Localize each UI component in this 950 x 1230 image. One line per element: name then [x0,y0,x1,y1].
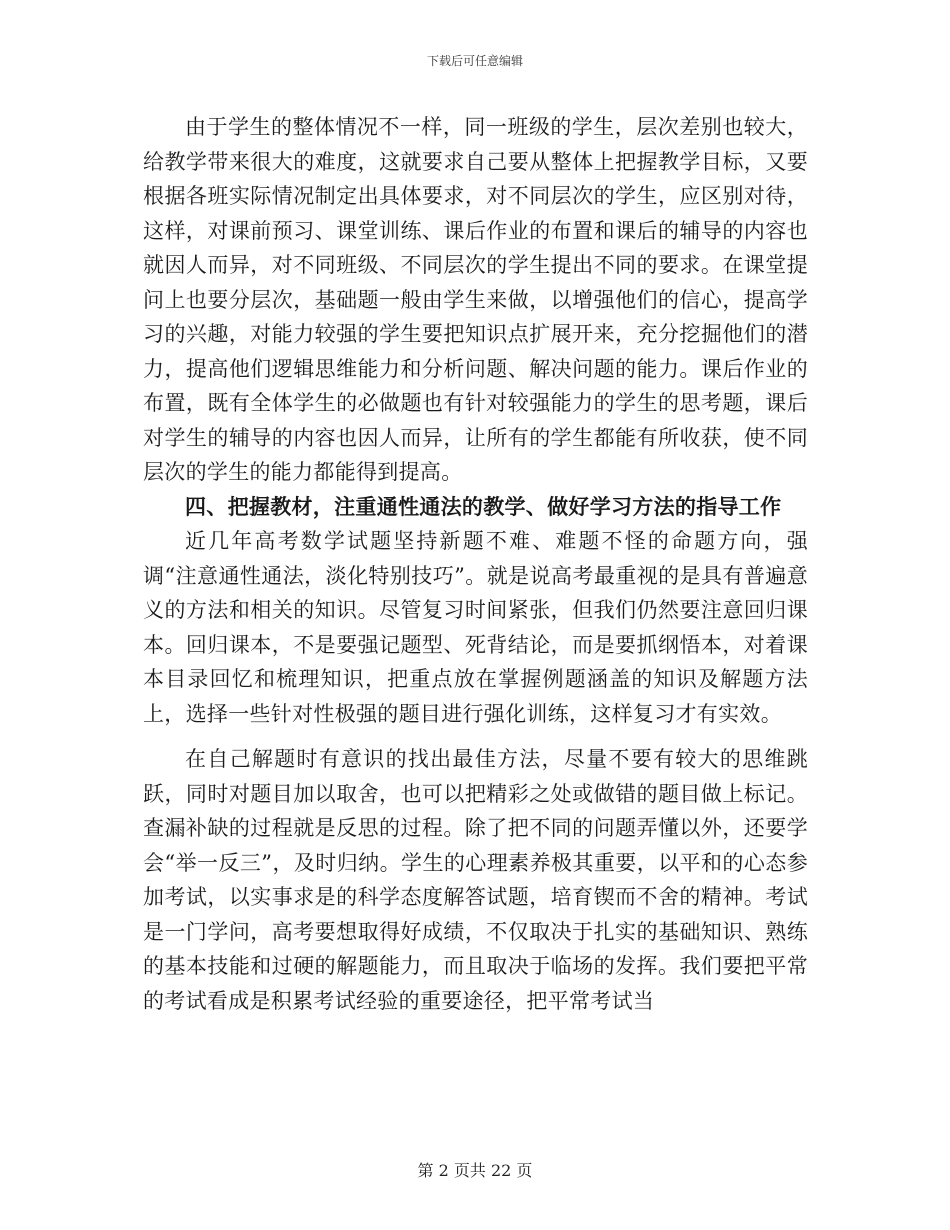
section-heading: 四、把握教材，注重通性通法的教学、做好学习方法的指导工作 [185,493,782,519]
paragraph-3: 在自己解题时有意识的找出最佳方法，尽量不要有较大的思维跳跃，同时对题目加以取舍，也可以把精彩之处或做错的题目做上标记。查漏补缺的过程就是反思的过程。除了把不同的问题弄懂以外，还要学会“举一反三”，及时归纳。学生的心理素养极其重要，以平和的心态参加考试，以实事求是的科学态度解答试题，培育锲而不舍的精神。考试是一门学问，高考要想取得好成绩，不仅取决于扎实的基础知识、熟练的基本技能和过硬的解题能力，而且取决于临场的发挥。我们要把平常的考试看成是积累考试经验的重要途径，把平常考试当 [143,747,808,1013]
page-number: 第 2 页共 22 页 [417,1161,533,1180]
paragraph-1: 由于学生的整体情况不一样，同一班级的学生，层次差别也较大，给教学带来很大的难度，这就要求自己要从整体上把握教学目标，又要根据各班实际情况制定出具体要求，对不同层次的学生，应区别对待，这样，对课前预习、课堂训练、课后作业的布置和课后的辅导的内容也就因人而异，对不同班级、不同层次的学生提出不同的要求。在课堂提问上也要分层次，基础题一般由学生来做，以增强他们的信心，提高学习的兴趣，对能力较强的学生要把知识点扩展开来，充分挖掘他们的潜力，提高他们逻辑思维能力和分析问题、解决问题的能力。课后作业的布置，既有全体学生的必做题也有针对较强能力的学生的思考题，课后对学生的辅导的内容也因人而异，让所有的学生都能有所收获，使不同层次的学生的能力都能得到提高。 [143,115,808,484]
page-header: 下载后可任意编辑 [426,54,523,68]
document-body [143,110,808,1018]
paragraph-2: 近几年高考数学试题坚持新题不难、难题不怪的命题方向，强调“注意通性通法，淡化特别技巧”。就是说高考最重视的是具有普遍意义的方法和相关的知识。尽管复习时间紧张，但我们仍然要注意回归课本。回归课本，不是要强记题型、死背结论，而是要抓纲悟本，对着课本目录回忆和梳理知识，把重点放在掌握例题涵盖的知识及解题方法上，选择一些针对性极强的题目进行强化训练，这样复习才有实效。 [143,529,808,726]
